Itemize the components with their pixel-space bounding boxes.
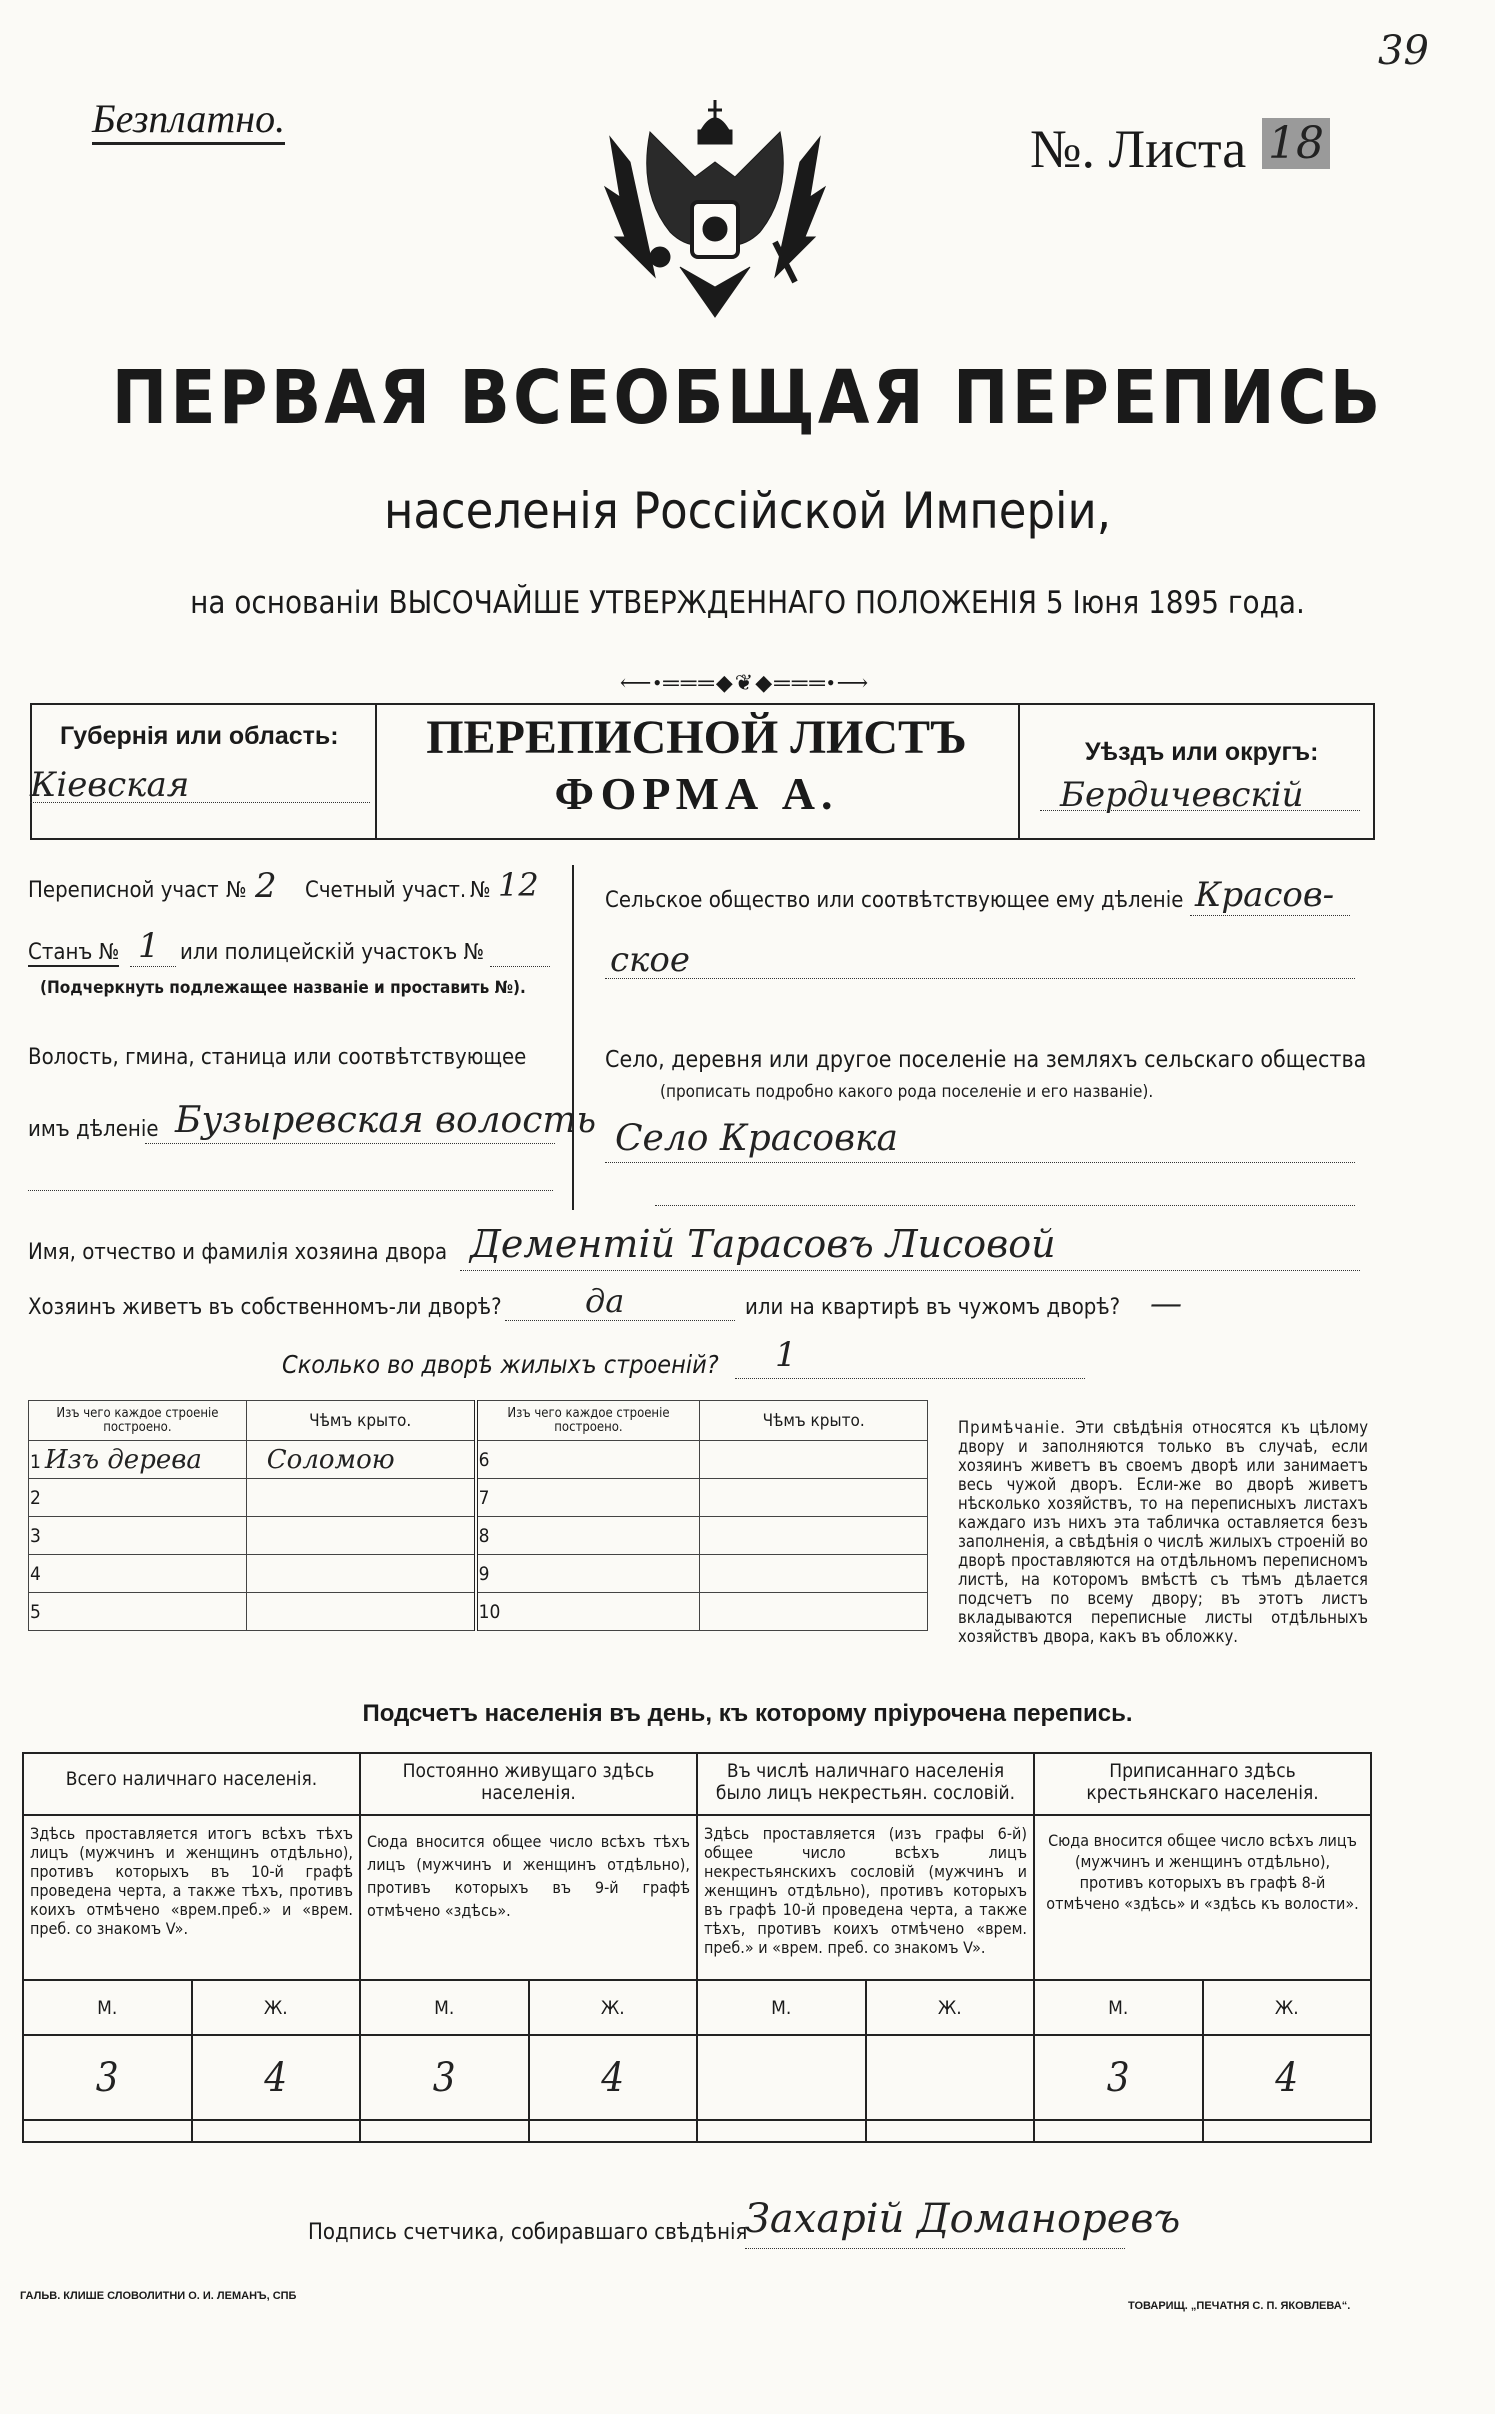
signature-label: Подпись счетчика, собиравшаго свѣдѣнія: [308, 2220, 748, 2245]
f-label: Ж.: [192, 1980, 361, 2035]
selo-note: (прописать подробно какого рода поселеніе и его названіе).: [660, 1082, 1154, 1102]
middle-divider: [572, 865, 574, 1210]
obshchestvo-value-1: Красов-: [1195, 875, 1335, 915]
header-band-bottom: [30, 838, 1375, 840]
peasant-m-value: 3: [1034, 2035, 1203, 2120]
page-number-mark: 39: [1378, 28, 1429, 74]
nonpeasant-m-value: [697, 2035, 866, 2120]
obshchestvo-line-1: [1190, 915, 1350, 916]
owner-rent-value: —: [1150, 1284, 1182, 1322]
table-row: [29, 1593, 928, 1631]
volost-label-1: Волость, гмина, станица или соотвѣтствующее: [28, 1045, 527, 1070]
schetny-no-label: №: [470, 878, 491, 903]
uezd-value: Бердичевскій: [1060, 775, 1304, 815]
stan-line: [130, 966, 176, 967]
nonpeasant-f-value: [866, 2035, 1035, 2120]
uezd-line: [1040, 810, 1360, 811]
col-desc-permanent: Сюда вносится общее число всѣхъ тѣхъ лицъ (мужчинъ и женщинъ отдѣльно), противъ которыхъ въ 9-й графѣ отмѣчено «здѣсь».: [360, 1815, 697, 1980]
permanent-f-value: 4: [529, 2035, 698, 2120]
header-band-top: [30, 703, 1375, 705]
form-title: ПЕРЕПИСНОЙ ЛИСТЪ: [426, 711, 967, 764]
f-label: Ж.: [866, 1980, 1035, 2035]
table-row: [29, 1517, 928, 1555]
form-subtitle: ФОРМА А.: [554, 768, 839, 819]
material-cell: Изъ дерева: [44, 1444, 202, 1475]
note-label: Примѣчаніе.: [958, 1418, 1066, 1437]
row-number: 2: [30, 1486, 41, 1509]
col-title-peasant: Приписаннаго здѣсь крестьянскаго населенія.: [1034, 1753, 1371, 1815]
stan-value: 1: [138, 926, 160, 966]
selo-line-2: [655, 1205, 1355, 1206]
census-title: ПЕРВАЯ ВСЕОБЩАЯ ПЕРЕПИСЬ: [111, 355, 1384, 441]
peasant-f-value: 4: [1203, 2035, 1372, 2120]
col-roof-right: Чѣмъ крыто.: [700, 1401, 928, 1441]
row-number: 7: [478, 1486, 490, 1509]
signature-value: Захарій Доманоревъ: [745, 2196, 1181, 2242]
schetny-label: Счетный участ.: [305, 878, 467, 903]
selo-label: Село, деревня или другое поселеніе на земляхъ сельскаго общества: [605, 1047, 1367, 1073]
sheet-no-value: 18: [1262, 118, 1330, 169]
uchastok-value: 2: [255, 866, 277, 906]
header-divider-right: [1018, 703, 1020, 838]
uchastok-label: Переписной участ: [28, 878, 219, 903]
col-desc-total: Здѣсь проставляется итогъ всѣхъ тѣхъ лицъ (мужчинъ и женщинъ отдѣльно), противъ которыхъ въ 10-й графѣ проведена черта, а также тѣхъ, противъ коихъ отмѣчено «врем.преб.» и «врем. преб. со знакомъ V».: [23, 1815, 360, 1980]
col-title-nonpeasant: Въ числѣ наличнаго населенія было лицъ некрестьян. сословій.: [697, 1753, 1034, 1815]
col-desc-nonpeasant: Здѣсь проставляется (изъ графы 6-й) общее число всѣхъ лицъ некрестьянскихъ сословій (мужчинъ и женщинъ отдѣльно), противъ которыхъ въ графѣ 10-й проведена черта, а также тѣхъ, противъ коихъ отмѣчено «врем. преб.» и «врем. преб. со знакомъ V».: [697, 1815, 1034, 1980]
signature-line: [745, 2248, 1125, 2249]
uchastok-no-label: №: [226, 878, 247, 903]
f-label: Ж.: [529, 1980, 698, 2035]
m-label: М.: [1034, 1980, 1203, 2035]
gubernia-line: [30, 802, 370, 803]
col-roof-left: Чѣмъ крыто.: [246, 1401, 475, 1441]
col-material-left: Изъ чего каждое строеніе построено.: [29, 1401, 247, 1441]
obshchestvo-value-2: ское: [610, 940, 690, 980]
free-label: Безплатно.: [92, 95, 285, 145]
owner-name-value: Дементій Тарасовъ Лисовой: [470, 1222, 1056, 1266]
volost-line-2: [28, 1190, 553, 1191]
row-number: 1: [30, 1450, 41, 1473]
note-block: [958, 1418, 1368, 1646]
census-subtitle: населенія Россійской Имперіи,: [383, 482, 1112, 540]
total-m-value: 3: [23, 2035, 192, 2120]
footer-right: ТОВАРИЩ. „ПЕЧАТНЯ С. П. ЯКОВЛЕВА“.: [1128, 2300, 1351, 2312]
owner-name-label: Имя, отчество и фамилія хозяина двора: [28, 1240, 448, 1265]
row-number: 8: [478, 1524, 490, 1547]
stan-note: (Подчеркнуть подлежащее названіе и проставить №).: [40, 978, 526, 998]
gubernia-label: Губернія или область:: [60, 722, 339, 750]
buildings-table: [28, 1400, 928, 1631]
owner-rent-label: или на квартирѣ въ чужомъ дворѣ?: [745, 1295, 1121, 1320]
population-heading: Подсчетъ населенія въ день, къ которому пріурочена перепись.: [362, 1700, 1133, 1727]
schetny-value: 12: [498, 866, 539, 904]
table-row: [29, 1441, 928, 1479]
row-number: 9: [478, 1562, 490, 1585]
permanent-m-value: 3: [360, 2035, 529, 2120]
police-line: [490, 966, 550, 967]
population-table: [22, 1752, 1372, 2143]
owner-name-line: [460, 1270, 1360, 1271]
col-desc-peasant: Сюда вносится общее число всѣхъ лицъ (мужчинъ и женщинъ отдѣльно), противъ которыхъ въ графѣ 8-й отмѣчено «здѣсь» и «здѣсь къ волости».: [1034, 1815, 1371, 1980]
sheet-no-label: №. Листа: [1030, 119, 1247, 179]
m-label: М.: [360, 1980, 529, 2035]
roof-cell: Соломою: [246, 1441, 475, 1479]
volost-label-2: имъ дѣленіе: [28, 1117, 159, 1142]
table-row: [23, 2035, 1371, 2120]
selo-line: [605, 1162, 1355, 1163]
header-band-right: [1373, 703, 1375, 838]
volost-line: [145, 1143, 555, 1144]
obshchestvo-line-2: [605, 978, 1355, 979]
owner-lives-value: да: [585, 1282, 625, 1320]
owner-lives-line: [505, 1320, 735, 1321]
buildings-value: 1: [775, 1335, 797, 1375]
owner-lives-label: Хозяинъ живетъ въ собственномъ-ли дворѣ?: [28, 1295, 502, 1320]
total-f-value: 4: [192, 2035, 361, 2120]
obshchestvo-label: Сельское общество или соотвѣтствующее ему дѣленіе: [605, 888, 1184, 913]
uezd-label: Уѣздъ или округъ:: [1085, 738, 1319, 766]
census-basis: на основаніи ВЫСОЧАЙШЕ УТВЕРЖДЕННАГО ПОЛОЖЕНІЯ 5 Іюня 1895 года.: [190, 585, 1305, 621]
table-row: [29, 1479, 928, 1517]
col-material-right: Изъ чего каждое строеніе построено.: [476, 1401, 700, 1441]
row-number: 3: [30, 1524, 41, 1547]
coat-of-arms-emblem: [590, 92, 840, 342]
buildings-line: [735, 1378, 1085, 1379]
f-label: Ж.: [1203, 1980, 1372, 2035]
col-title-total: Всего наличнаго населенія.: [23, 1753, 360, 1815]
row-number: 10: [478, 1600, 501, 1623]
stan-label: Станъ №: [28, 940, 120, 965]
gubernia-value: Кіевская: [30, 765, 190, 805]
row-number: 6: [478, 1448, 490, 1471]
ornament-divider: ⟵•═══◆❦◆═══•⟶: [619, 670, 871, 695]
row-number: 5: [30, 1600, 41, 1623]
row-number: 4: [30, 1562, 41, 1585]
selo-value: Село Красовка: [615, 1118, 899, 1159]
volost-value: Бузыревская волость: [175, 1100, 597, 1141]
note-text: Эти свѣдѣнія относятся къ цѣлому двору и заполняются только въ случаѣ, если хозяинъ живетъ въ своемъ дворѣ или занимаетъ весь чужой дворъ. Если-же во дворѣ живетъ нѣсколько хозяйствъ, то на переписныхъ листахъ каждаго изъ нихъ эта табличка оставляется безъ заполненія, а свѣдѣнія о числѣ жилыхъ строеній во дворѣ проставляются на отдѣльномъ переписномъ листѣ, на которомъ вмѣстѣ съ тѣмъ дѣлается подсчетъ по всему двору; въ этотъ листъ вкладываются переписные листы отдѣльныхъ хозяйствъ двора, какъ въ обложку.: [958, 1418, 1368, 1646]
footer-left: ГАЛЬВ. КЛИШЕ СЛОВОЛИТНИ О. И. ЛЕМАНЪ, СПБ: [20, 2290, 297, 2302]
m-label: М.: [697, 1980, 866, 2035]
roof-cell: [700, 1441, 928, 1479]
col-title-permanent: Постоянно живущаго здѣсь населенія.: [360, 1753, 697, 1815]
m-label: М.: [23, 1980, 192, 2035]
buildings-label: Сколько во дворѣ жилыхъ строеній?: [282, 1350, 719, 1379]
police-label: или полицейскій участокъ №: [180, 940, 485, 965]
table-row: [29, 1555, 928, 1593]
